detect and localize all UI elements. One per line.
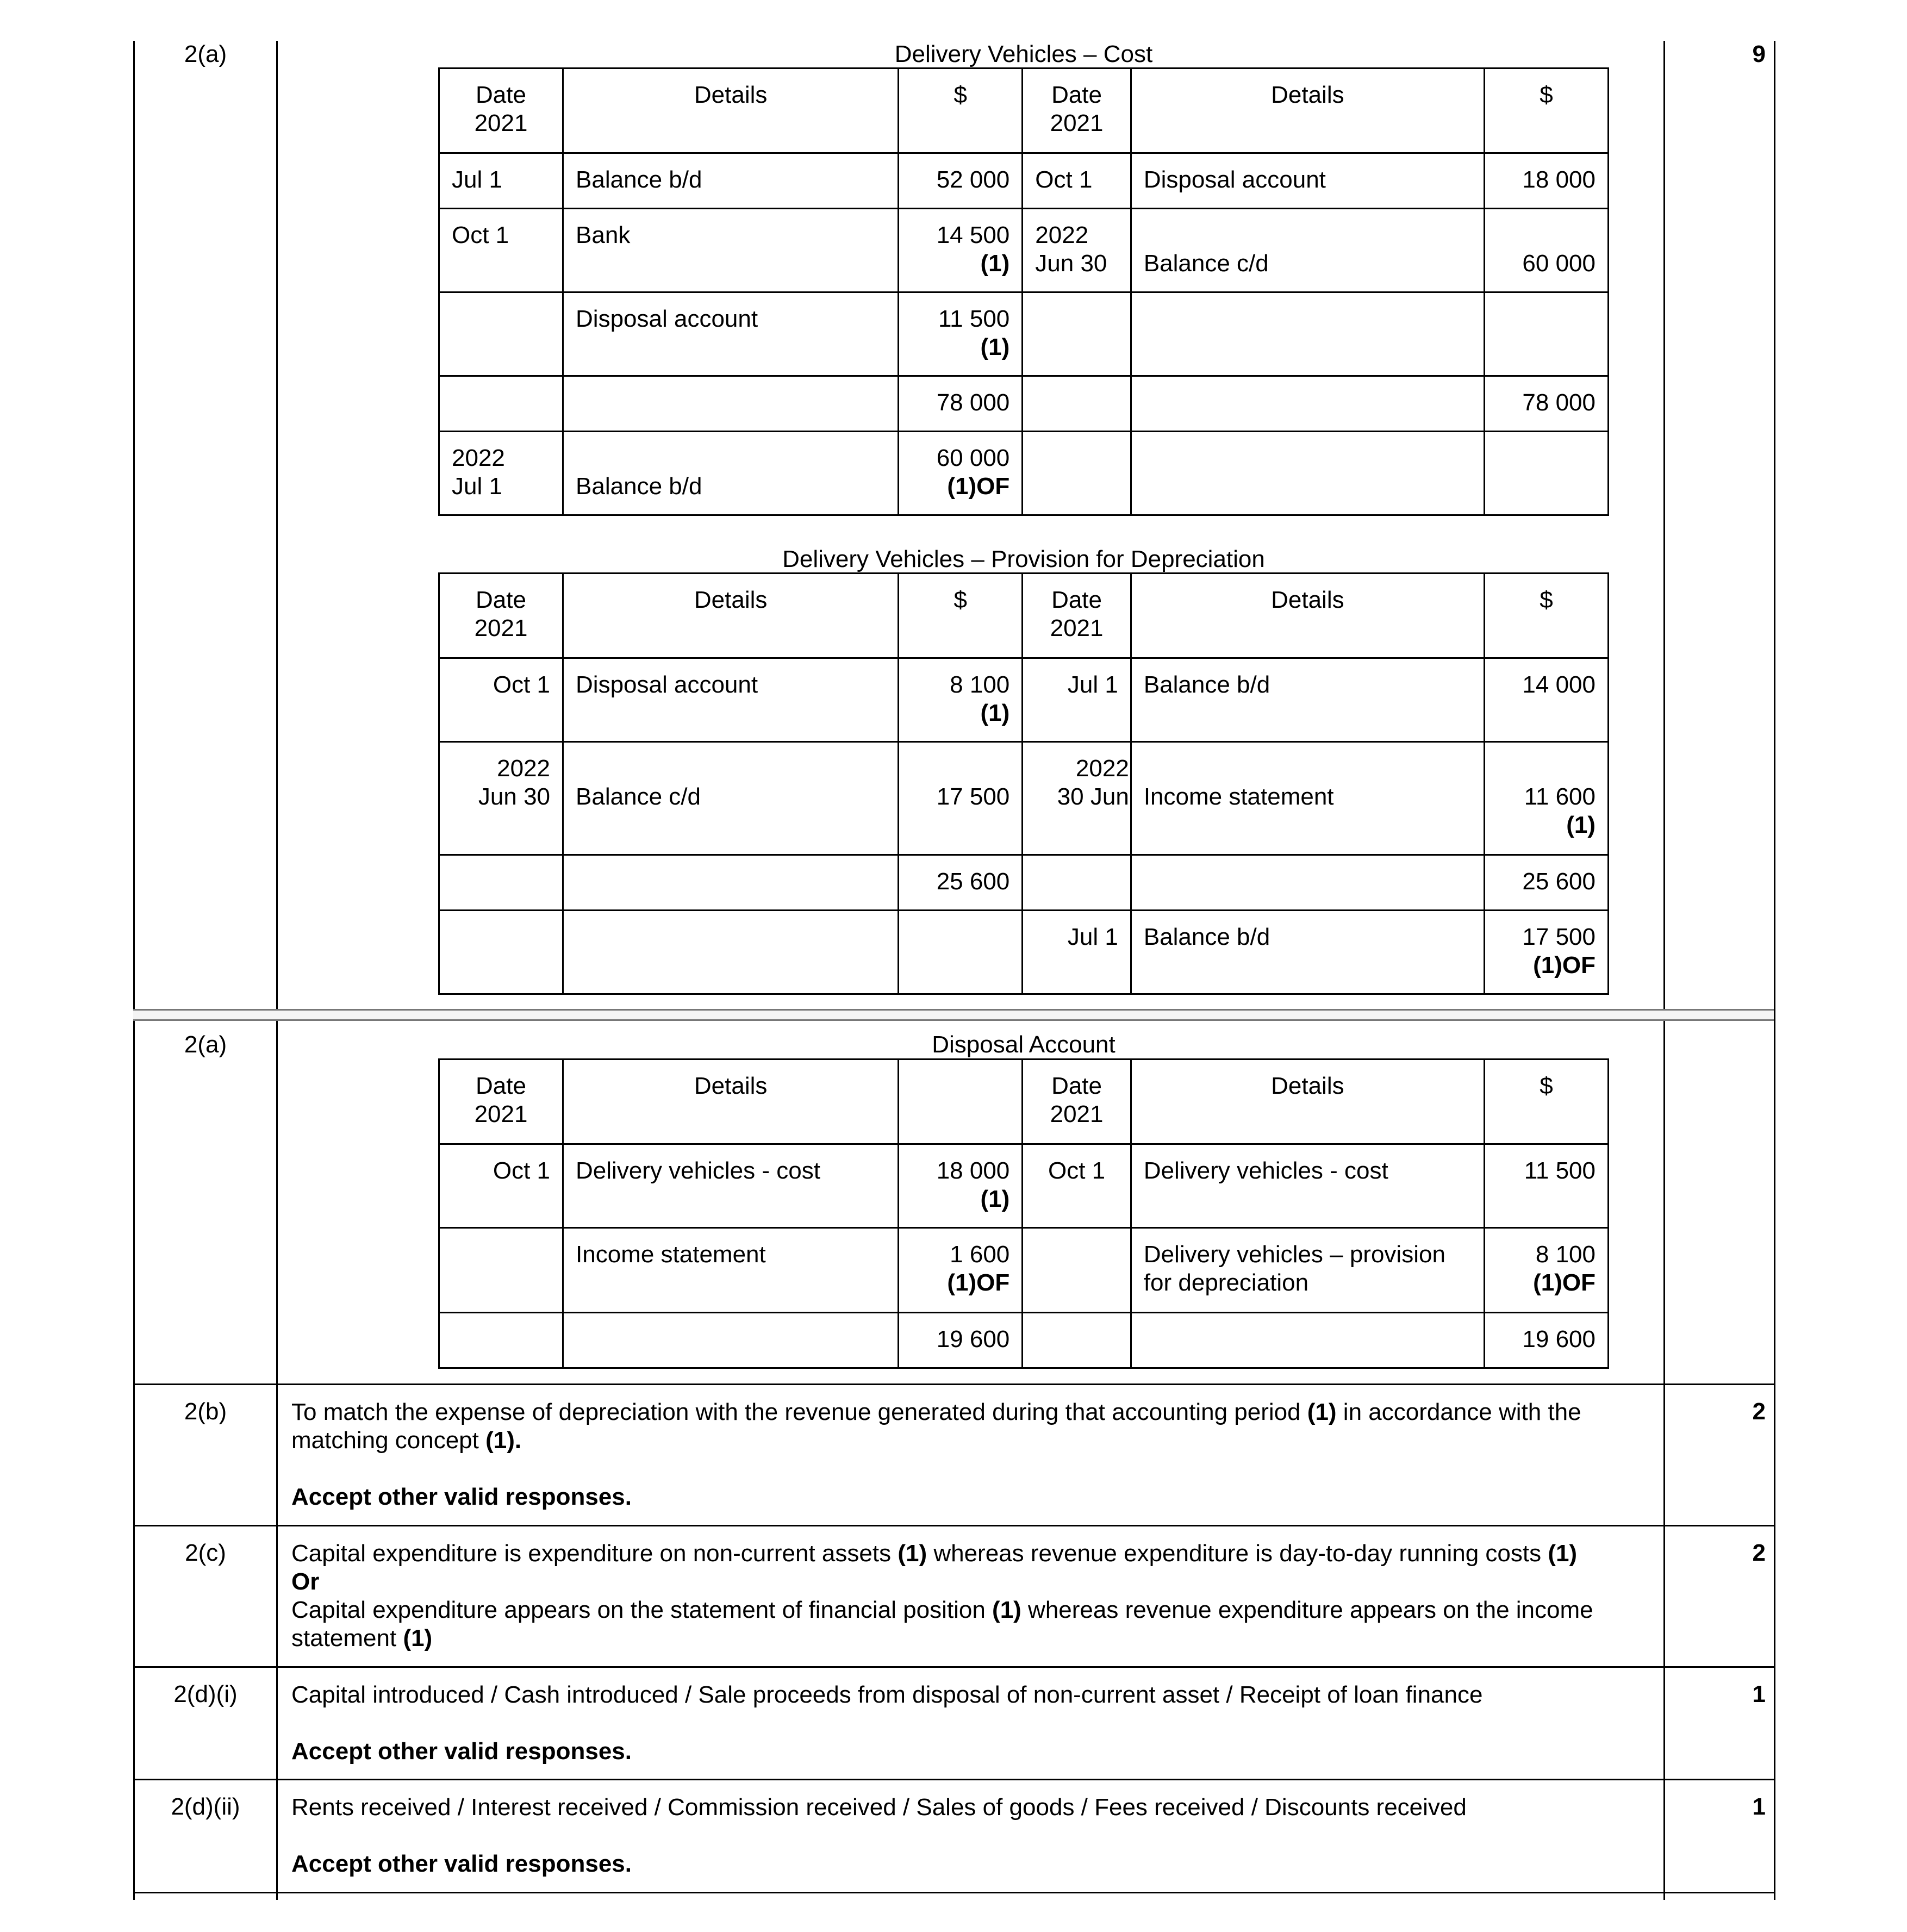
credit-amount: 8 100 bbox=[1535, 1241, 1596, 1268]
mark-award: (1) bbox=[403, 1625, 433, 1651]
credit-details: Balance b/d bbox=[1131, 658, 1484, 742]
debit-details: Balance c/d bbox=[576, 783, 701, 810]
header-year: 2021 bbox=[474, 615, 528, 641]
ledger-row bbox=[439, 153, 1609, 209]
credit-year: 2022 bbox=[1075, 755, 1129, 782]
ledger-header-row bbox=[439, 574, 1609, 658]
header-amount: $ bbox=[1484, 1060, 1608, 1144]
credit-details: Balance b/d bbox=[1131, 911, 1484, 994]
credit-amount: 14 000 bbox=[1484, 658, 1608, 742]
section-separator bbox=[133, 1009, 1774, 1021]
answer-text bbox=[291, 1793, 1656, 1878]
header-amount: $ bbox=[899, 574, 1023, 658]
ledger-provision-for-depreciation bbox=[438, 572, 1609, 995]
header-amount: $ bbox=[1484, 574, 1608, 658]
debit-total: 19 600 bbox=[899, 1313, 1023, 1368]
answer-part: Capital expenditure appears on the statement of financial position bbox=[291, 1597, 993, 1623]
credit-date: 30 Jun bbox=[1057, 783, 1129, 810]
header-year: 2021 bbox=[474, 110, 528, 136]
header-details: Details bbox=[1131, 574, 1484, 658]
mark-award: (1) bbox=[980, 334, 1010, 360]
ledger-title-cost: Delivery Vehicles – Cost bbox=[894, 41, 1153, 67]
mark-award: (1) bbox=[1307, 1399, 1337, 1425]
mark-award: (1) bbox=[898, 1540, 927, 1567]
ledger-title-disposal: Disposal Account bbox=[932, 1031, 1115, 1058]
credit-date: Jul 1 bbox=[1023, 658, 1131, 742]
marks-value: 1 bbox=[1752, 1681, 1766, 1707]
ledger-row bbox=[439, 1228, 1609, 1313]
credit-details: Delivery vehicles – provision bbox=[1143, 1241, 1445, 1268]
debit-amount: 18 000 bbox=[936, 1157, 1010, 1184]
credit-date: Oct 1 bbox=[1023, 153, 1131, 209]
debit-amount: 1 600 bbox=[950, 1241, 1010, 1268]
debit-details: Delivery vehicles - cost bbox=[563, 1144, 899, 1228]
frame-bottom-border bbox=[133, 1892, 1775, 1893]
debit-total: 78 000 bbox=[899, 376, 1023, 432]
marks-value: 2 bbox=[1752, 1540, 1766, 1566]
debit-date: Oct 1 bbox=[439, 658, 563, 742]
ledger-row bbox=[439, 209, 1609, 292]
answer-part: To match the expense of depreciation with the revenue generated during that accounting period bbox=[291, 1399, 1307, 1425]
header-year: 2021 bbox=[1050, 615, 1104, 641]
ledger-total-row bbox=[439, 376, 1609, 432]
ledger-header-row bbox=[439, 68, 1609, 153]
credit-details: Income statement bbox=[1143, 783, 1334, 810]
ledger-row bbox=[439, 1144, 1609, 1228]
row-divider bbox=[133, 1779, 1775, 1780]
frame-question-divider bbox=[276, 41, 278, 1900]
header-year: 2021 bbox=[1050, 110, 1104, 136]
credit-year: 2022 bbox=[1035, 222, 1089, 248]
ledger-row bbox=[439, 911, 1609, 994]
question-number: 2(a) bbox=[184, 1031, 227, 1058]
debit-amount: 17 500 bbox=[936, 783, 1010, 810]
row-divider bbox=[133, 1525, 1775, 1526]
answer-part: whereas revenue expenditure is day-to-day running costs bbox=[927, 1540, 1548, 1567]
ledger-delivery-vehicles-cost bbox=[438, 67, 1609, 516]
header-details: Details bbox=[563, 1060, 899, 1144]
answer-part: in accordance with the matching concept bbox=[291, 1399, 1581, 1454]
row-divider bbox=[133, 1666, 1775, 1668]
credit-amount: 11 500 bbox=[1484, 1144, 1608, 1228]
answer-part: Rents received / Interest received / Commission received / Sales of goods / Fees received / Discounts received bbox=[291, 1794, 1467, 1821]
debit-details: Income statement bbox=[563, 1228, 899, 1313]
credit-total: 78 000 bbox=[1484, 376, 1608, 432]
mark-award: (1) bbox=[980, 1186, 1010, 1212]
mark-award: (1)OF bbox=[1533, 952, 1596, 979]
credit-total: 25 600 bbox=[1484, 855, 1608, 911]
question-number: 2(b) bbox=[184, 1398, 227, 1425]
credit-amount: 60 000 bbox=[1522, 250, 1596, 277]
debit-amount: 14 500 bbox=[936, 222, 1010, 248]
mark-award: (1) bbox=[980, 250, 1010, 277]
debit-date: Oct 1 bbox=[439, 1144, 563, 1228]
header-amount: $ bbox=[1484, 68, 1608, 153]
credit-date: Oct 1 bbox=[1023, 1144, 1131, 1228]
ledger-disposal-account bbox=[438, 1058, 1609, 1369]
debit-amount: 60 000 bbox=[936, 445, 1010, 471]
ledger-row bbox=[439, 658, 1609, 742]
header-year: 2021 bbox=[1050, 1101, 1104, 1127]
answer-text bbox=[291, 1681, 1656, 1766]
debit-amount: 52 000 bbox=[899, 153, 1023, 209]
header-date: Date bbox=[1051, 1073, 1102, 1099]
debit-details: Balance b/d bbox=[563, 153, 899, 209]
debit-details: Disposal account bbox=[563, 658, 899, 742]
frame-left-border bbox=[133, 41, 135, 1900]
debit-year: 2022 bbox=[452, 445, 505, 471]
header-amount: $ bbox=[899, 68, 1023, 153]
question-number: 2(d)(ii) bbox=[171, 1793, 240, 1820]
credit-details: Balance c/d bbox=[1143, 250, 1269, 277]
debit-details: Bank bbox=[563, 209, 899, 292]
answer-part: Capital introduced / Cash introduced / Sale proceeds from disposal of non-current asset / Receipt of loan finance bbox=[291, 1681, 1483, 1708]
mark-award: (1) bbox=[1548, 1540, 1578, 1567]
debit-amount: 11 500 bbox=[938, 306, 1010, 332]
header-details: Details bbox=[563, 574, 899, 658]
header-year: 2021 bbox=[474, 1101, 528, 1127]
header-date: Date bbox=[476, 82, 526, 108]
mark-award: (1) bbox=[980, 700, 1010, 726]
debit-date: Jul 1 bbox=[452, 473, 502, 500]
ledger-header-row bbox=[439, 1060, 1609, 1144]
frame-right-border bbox=[1774, 41, 1775, 1900]
credit-details: Delivery vehicles - cost bbox=[1131, 1144, 1484, 1228]
credit-date: Jul 1 bbox=[1023, 911, 1131, 994]
frame-marks-divider bbox=[1663, 41, 1665, 1900]
examiner-note: Accept other valid responses. bbox=[291, 1484, 632, 1510]
marks-value: 1 bbox=[1752, 1793, 1766, 1820]
alternative-label: Or bbox=[291, 1568, 320, 1595]
header-date: Date bbox=[476, 587, 526, 613]
mark-award: (1) bbox=[1566, 812, 1596, 838]
header-date: Date bbox=[1051, 587, 1102, 613]
debit-date: Oct 1 bbox=[439, 209, 563, 292]
debit-details: Balance b/d bbox=[576, 473, 702, 500]
credit-amount: 17 500 bbox=[1522, 924, 1596, 950]
debit-year: 2022 bbox=[497, 755, 551, 782]
question-number: 2(d)(i) bbox=[173, 1681, 238, 1707]
mark-award: (1). bbox=[485, 1427, 522, 1454]
row-divider bbox=[133, 1383, 1775, 1385]
credit-date: Jun 30 bbox=[1035, 250, 1107, 277]
ledger-row bbox=[439, 432, 1609, 515]
debit-date: Jul 1 bbox=[439, 153, 563, 209]
answer-part: whereas revenue expenditure appears on the income statement bbox=[291, 1597, 1593, 1651]
question-number: 2(a) bbox=[184, 41, 227, 67]
header-details: Details bbox=[563, 68, 899, 153]
header-details: Details bbox=[1131, 1060, 1484, 1144]
mark-award: (1) bbox=[992, 1597, 1021, 1623]
ledger-total-row bbox=[439, 855, 1609, 911]
ledger-title-depreciation: Delivery Vehicles – Provision for Depreciation bbox=[782, 546, 1265, 572]
debit-total: 25 600 bbox=[899, 855, 1023, 911]
ledger-total-row bbox=[439, 1313, 1609, 1368]
mark-award: (1)OF bbox=[1533, 1269, 1596, 1296]
ledger-row bbox=[439, 742, 1609, 855]
examiner-note: Accept other valid responses. bbox=[291, 1738, 632, 1765]
answer-text bbox=[291, 1398, 1656, 1511]
credit-total: 19 600 bbox=[1484, 1313, 1608, 1368]
answer-text bbox=[291, 1540, 1656, 1653]
credit-details: Disposal account bbox=[1131, 153, 1484, 209]
question-number: 2(c) bbox=[185, 1540, 226, 1566]
debit-amount: 8 100 bbox=[950, 671, 1010, 698]
marks-value: 2 bbox=[1752, 1398, 1766, 1425]
header-date: Date bbox=[476, 1073, 526, 1099]
credit-details: for depreciation bbox=[1143, 1269, 1309, 1296]
ledger-row bbox=[439, 292, 1609, 376]
credit-amount: 11 600 bbox=[1524, 783, 1596, 810]
header-details: Details bbox=[1131, 68, 1484, 153]
mark-award: (1)OF bbox=[947, 1269, 1010, 1296]
marks-value: 9 bbox=[1752, 41, 1766, 67]
debit-date: Jun 30 bbox=[478, 783, 551, 810]
mark-award: (1)OF bbox=[947, 473, 1010, 500]
credit-amount: 18 000 bbox=[1484, 153, 1608, 209]
header-date: Date bbox=[1051, 82, 1102, 108]
answer-part: Capital expenditure is expenditure on non-current assets bbox=[291, 1540, 898, 1567]
debit-details: Disposal account bbox=[563, 292, 899, 376]
examiner-note: Accept other valid responses. bbox=[291, 1850, 632, 1877]
